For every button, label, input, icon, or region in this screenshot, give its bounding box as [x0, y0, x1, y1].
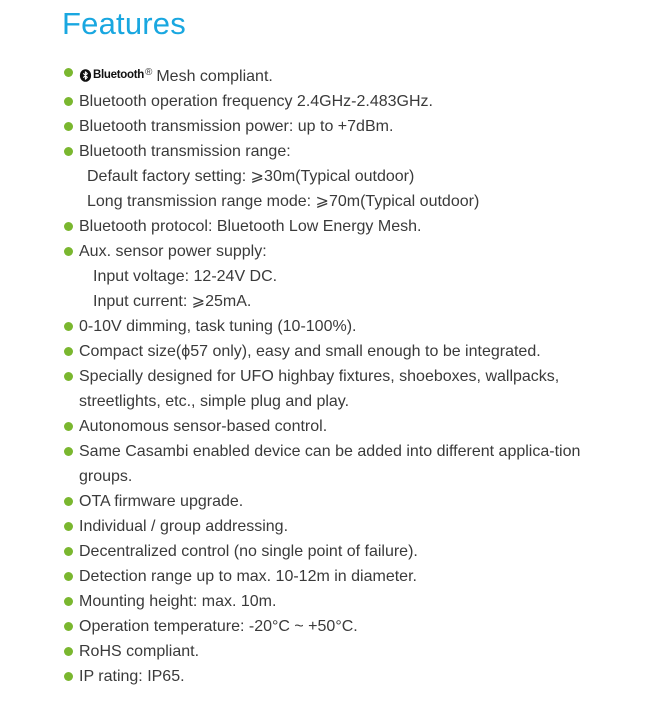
feature-item-addressing: [62, 514, 622, 539]
bullet-icon: [64, 422, 73, 431]
feature-subitem: Input voltage: 12-24V DC.: [93, 268, 278, 285]
feature-item-autonomous: [62, 414, 622, 439]
feature-item-aux-power: [62, 239, 622, 314]
feature-item-power: [62, 114, 622, 139]
bullet-icon: [64, 447, 73, 456]
bluetooth-wordmark: Bluetooth: [93, 69, 144, 81]
feature-text: 0-10V dimming, task tuning (10-100%).: [79, 318, 357, 335]
feature-item-range: [62, 139, 622, 214]
feature-text: Same Casambi enabled device can be added into different applica-tion groups.: [79, 443, 581, 485]
feature-text: Individual / group addressing.: [79, 518, 289, 535]
feature-item-detection: [62, 564, 622, 589]
feature-item-ota: [62, 489, 622, 514]
registered-mark: ®: [144, 67, 153, 78]
feature-subitem: Default factory setting: ⩾30m(Typical outdoor): [87, 168, 415, 185]
feature-text: Bluetooth protocol: Bluetooth Low Energy Mesh.: [79, 218, 422, 235]
feature-text: Bluetooth transmission range:: [79, 143, 291, 160]
feature-text: Detection range up to max. 10-12m in diameter.: [79, 568, 417, 585]
feature-text: Mounting height: max. 10m.: [79, 593, 277, 610]
bullet-icon: [64, 372, 73, 381]
features-list: [62, 60, 622, 689]
feature-item-designed-for: [62, 364, 622, 414]
feature-text: Bluetooth transmission power: up to +7dBm.: [79, 118, 394, 135]
feature-item-protocol: [62, 214, 622, 239]
feature-text: Autonomous sensor-based control.: [79, 418, 328, 435]
feature-text: IP rating: IP65.: [79, 668, 185, 685]
feature-text: Specially designed for UFO highbay fixtures, shoeboxes, wallpacks, streetlights, etc., simple plug and play.: [79, 368, 560, 410]
feature-item-rohs: [62, 639, 622, 664]
bullet-icon: [64, 647, 73, 656]
feature-item-groups: [62, 439, 622, 489]
feature-item-temperature: [62, 614, 622, 639]
page-title: Features: [62, 6, 186, 41]
feature-item-mesh: [62, 60, 622, 89]
feature-text: Bluetooth operation frequency 2.4GHz-2.483GHz.: [79, 93, 433, 110]
bluetooth-icon: [79, 69, 92, 82]
bullet-icon: [64, 322, 73, 331]
feature-item-dimming: [62, 314, 622, 339]
feature-text: RoHS compliant.: [79, 643, 200, 660]
feature-text: Aux. sensor power supply:: [79, 243, 267, 260]
bullet-icon: [64, 672, 73, 681]
bullet-icon: [64, 547, 73, 556]
feature-item-decentralized: [62, 539, 622, 564]
feature-subitem: Input current: ⩾25mA.: [93, 293, 252, 310]
bullet-icon: [64, 522, 73, 531]
feature-text: Decentralized control (no single point of failure).: [79, 543, 418, 560]
bullet-icon: [64, 347, 73, 356]
feature-item-size: [62, 339, 622, 364]
bullet-icon: [64, 572, 73, 581]
feature-item-ip-rating: [62, 664, 622, 689]
feature-subitem: Long transmission range mode: ⩾70m(Typical outdoor): [87, 193, 480, 210]
bullet-icon: [64, 247, 73, 256]
feature-text: OTA firmware upgrade.: [79, 493, 244, 510]
bullet-icon: [64, 68, 73, 77]
feature-text: Operation temperature: -20°C ~ +50°C.: [79, 618, 358, 635]
bullet-icon: [64, 622, 73, 631]
feature-item-frequency: [62, 89, 622, 114]
bullet-icon: [64, 122, 73, 131]
feature-item-mounting: [62, 589, 622, 614]
bullet-icon: [64, 97, 73, 106]
feature-text: Mesh compliant.: [156, 68, 273, 85]
bullet-icon: [64, 497, 73, 506]
bullet-icon: [64, 597, 73, 606]
bullet-icon: [64, 222, 73, 231]
bluetooth-logo: [79, 63, 144, 88]
feature-text: Compact size(ϕ57 only), easy and small enough to be integrated.: [79, 343, 541, 360]
bullet-icon: [64, 147, 73, 156]
